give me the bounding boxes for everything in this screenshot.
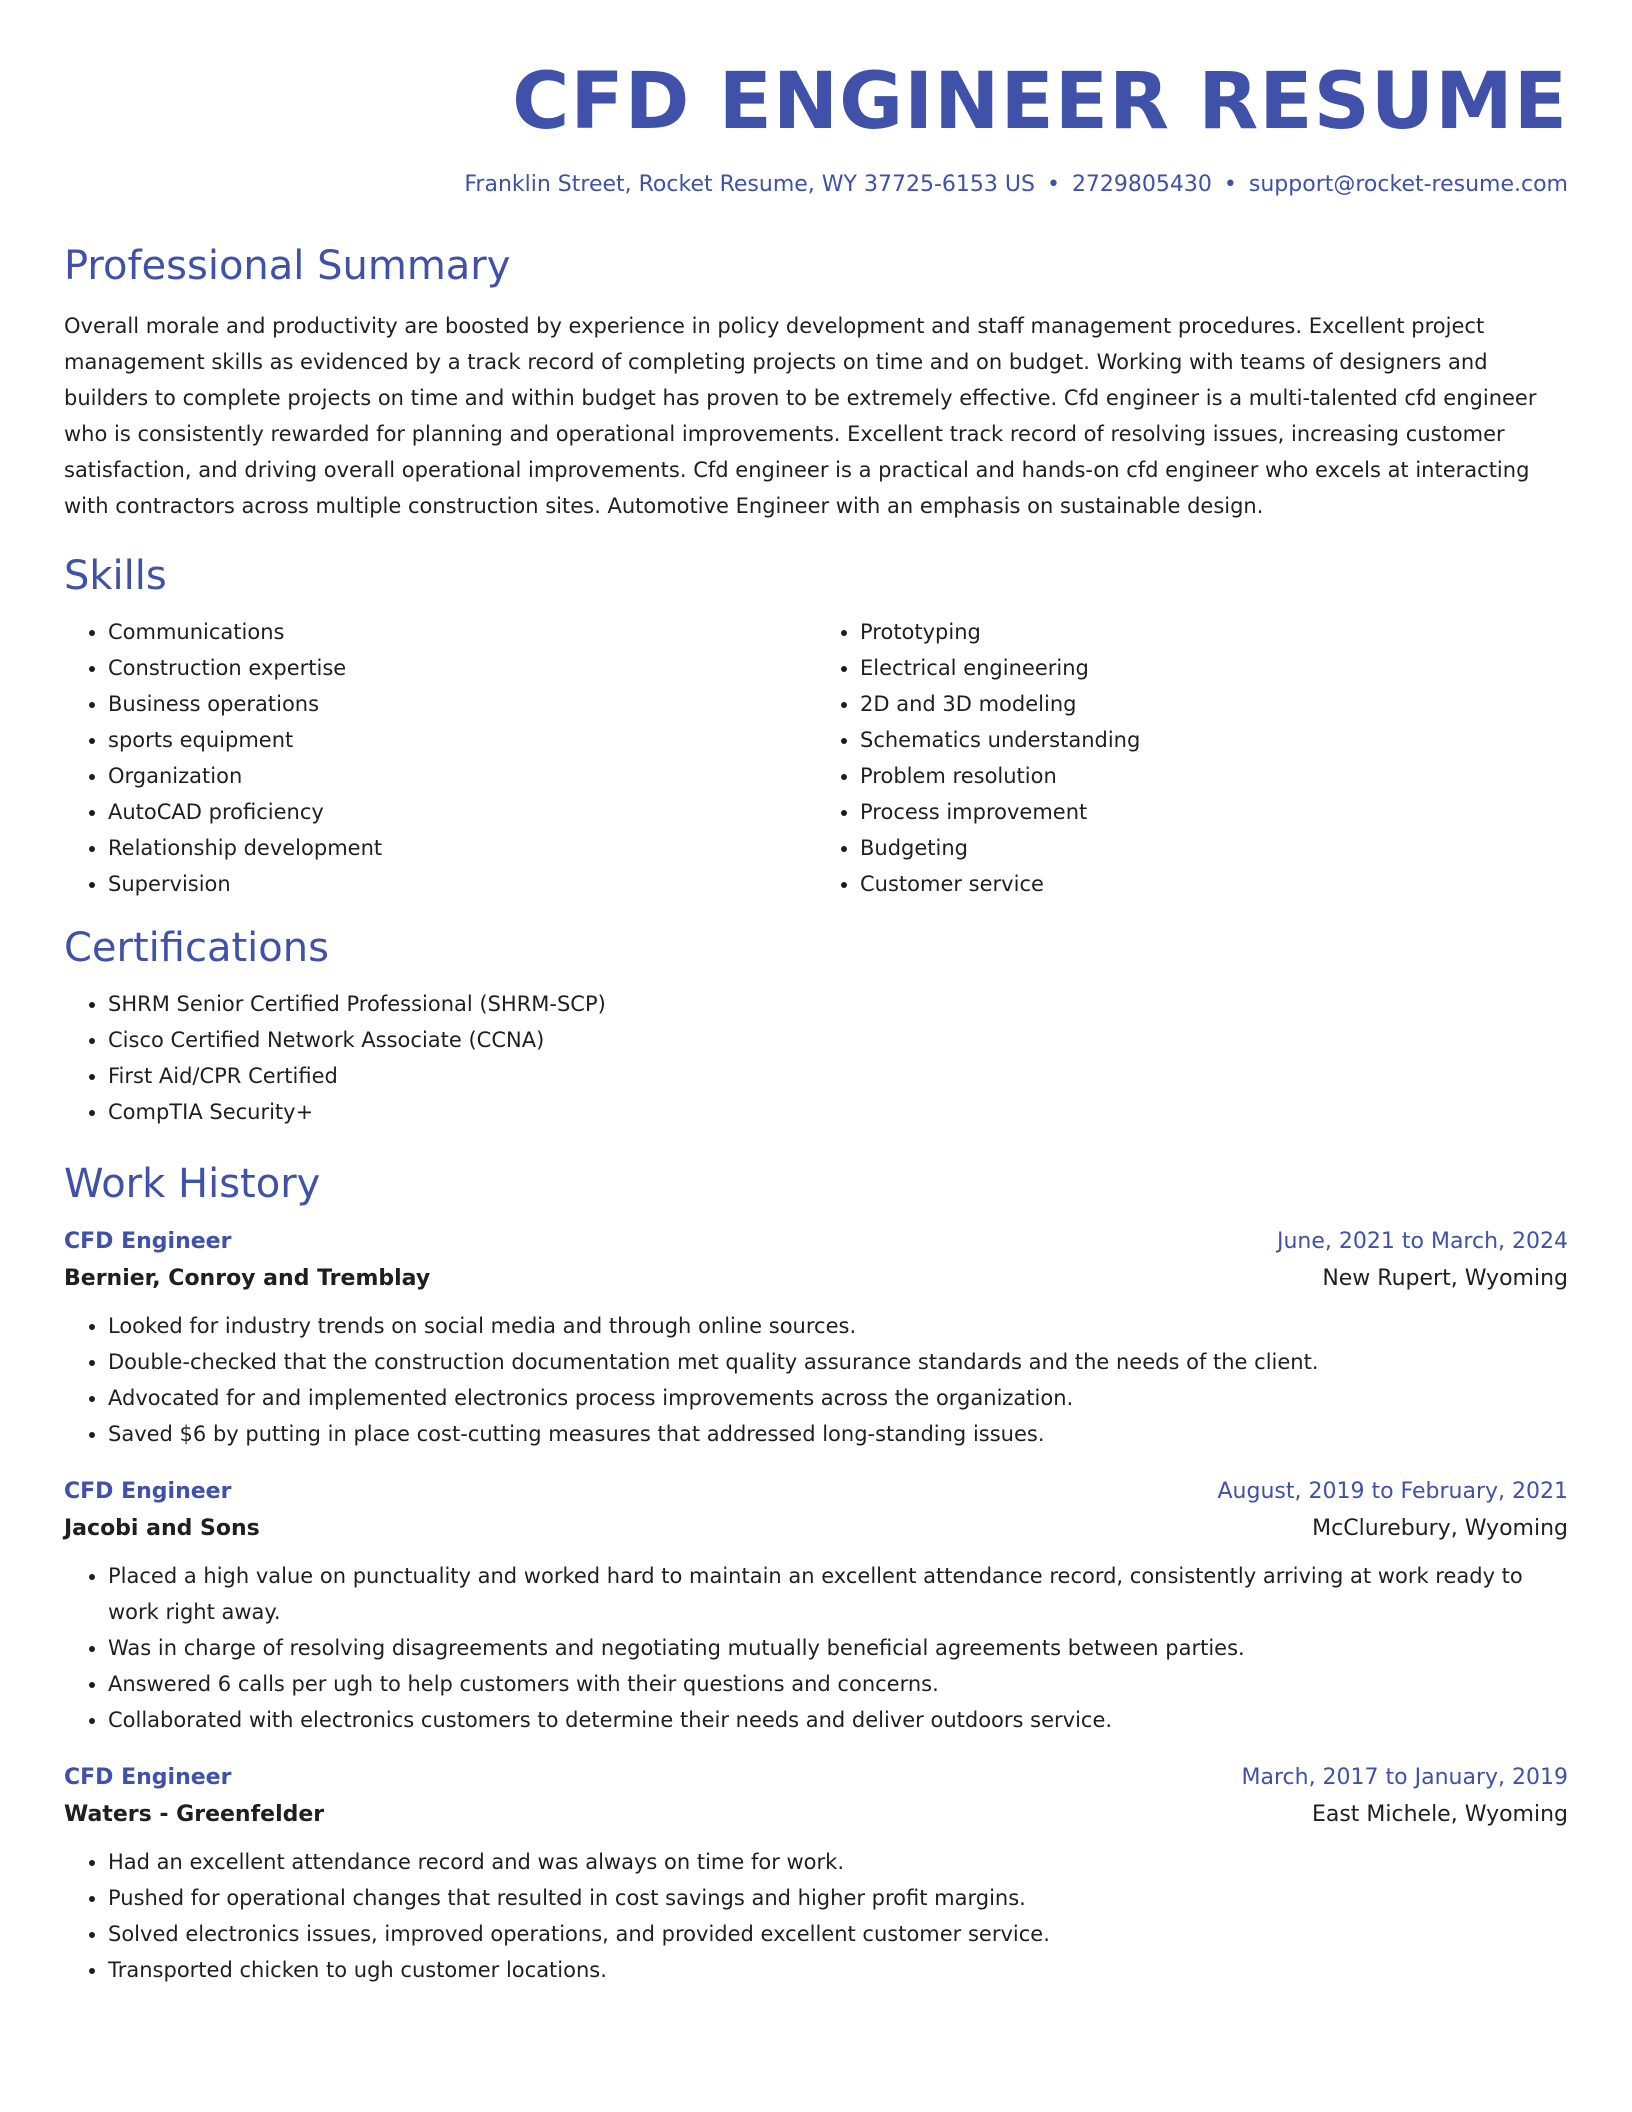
skill-item: • Business operations	[108, 686, 816, 722]
job-header-row	[64, 1760, 1568, 1796]
job-entry	[64, 1224, 1568, 1452]
job-entry	[64, 1474, 1568, 1738]
job-company-row	[64, 1510, 1568, 1548]
job-dates: March, 2017 to January, 2019	[1241, 1765, 1568, 1790]
job-header-row	[64, 1474, 1568, 1510]
resume-header	[64, 0, 1568, 200]
job-bullet: • Collaborated with electronics customers to determine their needs and deliver outdoors service.	[108, 1702, 1568, 1738]
job-bullet: • Answered 6 calls per ugh to help customers with their questions and concerns.	[108, 1666, 1568, 1702]
skill-item: • Budgeting	[860, 830, 1568, 866]
skill-item: • 2D and 3D modeling	[860, 686, 1568, 722]
job-bullets	[64, 1844, 1568, 1988]
skills-list-left	[64, 614, 816, 902]
job-bullets	[64, 1558, 1568, 1738]
job-bullet: • Was in charge of resolving disagreements and negotiating mutually beneficial agreements between parties.	[108, 1630, 1568, 1666]
job-header-row	[64, 1224, 1568, 1260]
skill-item: • Prototyping	[860, 614, 1568, 650]
job-bullet: • Solved electronics issues, improved operations, and provided excellent customer service.	[108, 1916, 1568, 1952]
job-title: CFD Engineer	[64, 1229, 232, 1254]
separator-dot: •	[1223, 172, 1237, 197]
job-bullet: • Looked for industry trends on social media and through online sources.	[108, 1308, 1568, 1344]
skill-item: • AutoCAD proficiency	[108, 794, 816, 830]
job-company-row	[64, 1796, 1568, 1834]
certification-item: • SHRM Senior Certified Professional (SHRM-SCP)	[108, 986, 1568, 1022]
certifications-list	[64, 986, 1568, 1130]
job-location: New Rupert, Wyoming	[1322, 1266, 1568, 1291]
job-bullet: • Double-checked that the construction documentation met quality assurance standards and the needs of the client.	[108, 1344, 1568, 1380]
certification-item: • CompTIA Security+	[108, 1094, 1568, 1130]
job-dates: August, 2019 to February, 2021	[1217, 1479, 1568, 1504]
skill-item: • Supervision	[108, 866, 816, 902]
job-location: East Michele, Wyoming	[1311, 1802, 1568, 1827]
job-company: Jacobi and Sons	[64, 1516, 260, 1541]
job-bullets	[64, 1308, 1568, 1452]
skills-columns	[64, 614, 1568, 902]
skill-item: • sports equipment	[108, 722, 816, 758]
job-company: Bernier, Conroy and Tremblay	[64, 1266, 431, 1291]
summary-heading: Professional Summary	[64, 243, 511, 289]
work-history-heading: Work History	[64, 1161, 321, 1207]
job-bullet: • Saved $6 by putting in place cost-cutting measures that addressed long-standing issues.	[108, 1416, 1568, 1452]
resume-title: CFD ENGINEER RESUME	[512, 57, 1568, 147]
skill-item: • Process improvement	[860, 794, 1568, 830]
certifications-heading: Certifications	[64, 925, 329, 971]
job-title: CFD Engineer	[64, 1479, 232, 1504]
skill-item: • Relationship development	[108, 830, 816, 866]
skill-item: • Communications	[108, 614, 816, 650]
certification-item: • First Aid/CPR Certified	[108, 1058, 1568, 1094]
skill-item: • Organization	[108, 758, 816, 794]
skill-item: • Problem resolution	[860, 758, 1568, 794]
skill-item: • Schematics understanding	[860, 722, 1568, 758]
job-location: McClurebury, Wyoming	[1312, 1516, 1568, 1541]
separator-dot: •	[1046, 172, 1060, 197]
phone: 2729805430	[1071, 172, 1212, 197]
contact-line	[64, 170, 1568, 200]
job-bullet: • Pushed for operational changes that resulted in cost savings and higher profit margins.	[108, 1880, 1568, 1916]
skill-item: • Construction expertise	[108, 650, 816, 686]
job-bullet: • Transported chicken to ugh customer locations.	[108, 1952, 1568, 1988]
email-link[interactable]: support@rocket-resume.com	[1248, 172, 1568, 197]
job-company-row	[64, 1260, 1568, 1298]
address: Franklin Street, Rocket Resume, WY 37725-6153 US	[464, 172, 1035, 197]
work-history-list	[64, 1224, 1568, 1988]
summary-text: Overall morale and productivity are boosted by experience in policy development and staff management procedures. Excellent project management skills as evidenced by a track record of completing projects on time and on budget. Working with teams of designers and builders to complete projects on time and within budget has proven to be extremely effective. Cfd engineer is a multi-talented cfd engineer who is consistently rewarded for planning and operational improvements. Excellent track record of resolving issues, increasing customer satisfaction, and driving overall operational improvements. Cfd engineer is a practical and hands-on cfd engineer who excels at interacting with contractors across multiple construction sites. Automotive Engineer with an emphasis on sustainable design.	[64, 314, 1537, 518]
skills-heading: Skills	[64, 553, 167, 599]
job-entry	[64, 1760, 1568, 1988]
certification-item: • Cisco Certified Network Associate (CCNA)	[108, 1022, 1568, 1058]
job-title: CFD Engineer	[64, 1765, 232, 1790]
job-company: Waters - Greenfelder	[64, 1802, 325, 1827]
job-bullet: • Placed a high value on punctuality and worked hard to maintain an excellent attendance record, consistently arriving at work ready to work right away.	[108, 1558, 1568, 1630]
job-bullet: • Advocated for and implemented electronics process improvements across the organization.	[108, 1380, 1568, 1416]
job-dates: June, 2021 to March, 2024	[1277, 1229, 1568, 1254]
skill-item: • Customer service	[860, 866, 1568, 902]
job-bullet: • Had an excellent attendance record and was always on time for work.	[108, 1844, 1568, 1880]
skills-list-right	[816, 614, 1568, 902]
skill-item: • Electrical engineering	[860, 650, 1568, 686]
